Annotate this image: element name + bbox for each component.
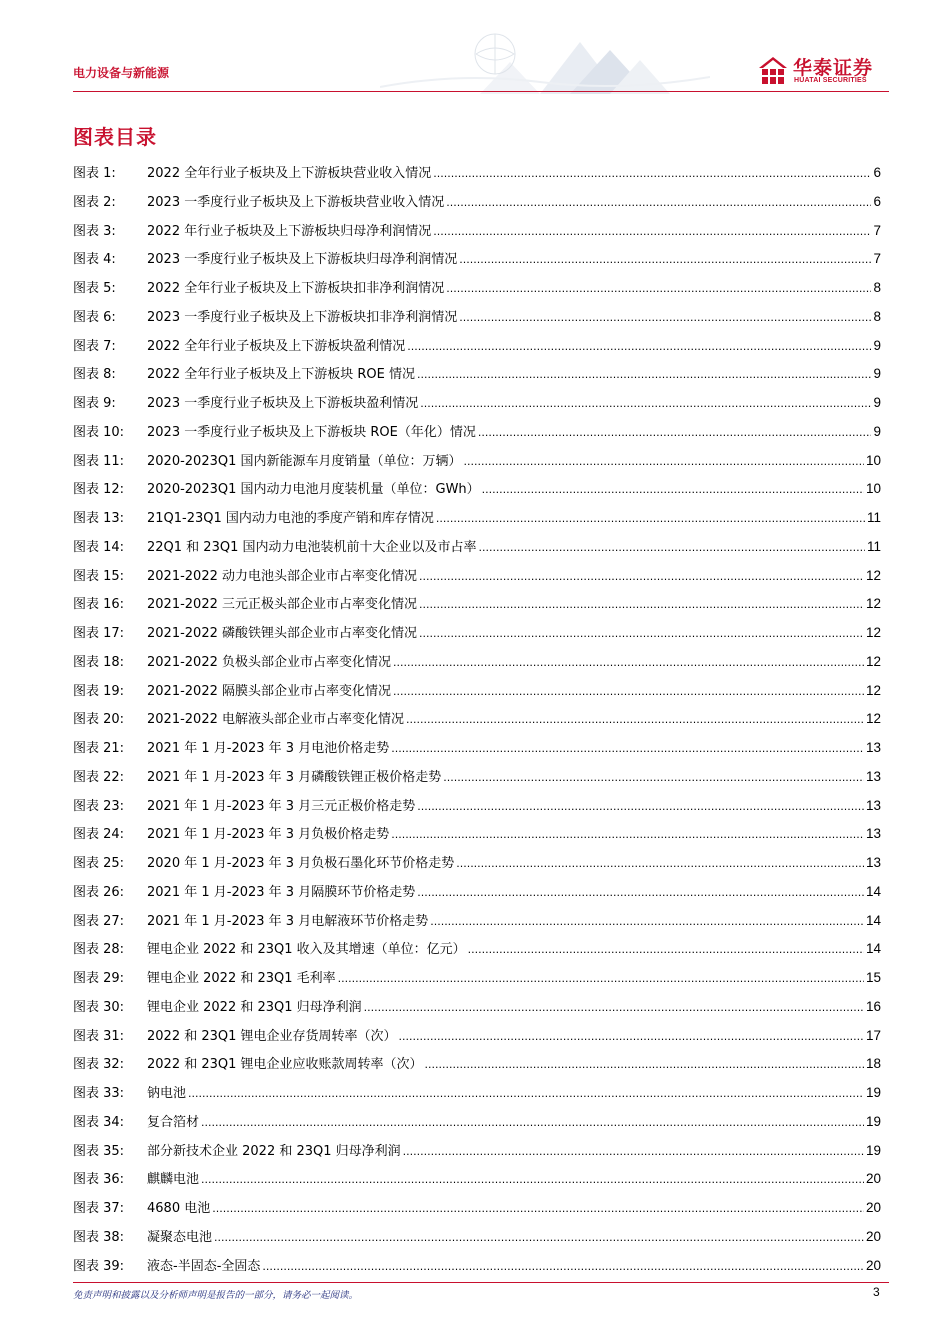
huatai-logo bbox=[758, 56, 888, 90]
toc-entry-label: 图表 25: bbox=[73, 856, 125, 871]
toc-entry-title: 2022 全年行业子板块及上下游板块扣非净利润情况 bbox=[147, 281, 445, 296]
toc-entry[interactable] bbox=[73, 1255, 881, 1284]
toc-entry-title: 锂电企业 2022 和 23Q1 毛利率 bbox=[147, 971, 336, 986]
toc-entry-page: 19 bbox=[865, 1085, 881, 1100]
toc-leader-dots bbox=[459, 311, 871, 324]
toc-entry-label: 图表 27: bbox=[73, 913, 125, 929]
toc-leader-dots bbox=[482, 483, 864, 496]
toc-leader-dots bbox=[338, 972, 864, 985]
toc-leader-dots bbox=[393, 656, 864, 669]
toc-entry-title: 2020-2023Q1 国内动力电池月度装机量（单位：GWh） bbox=[147, 482, 480, 498]
toc-entry[interactable] bbox=[73, 708, 881, 737]
toc-entry-title: 2022 全年行业子板块及上下游板块 ROE 情况 bbox=[147, 367, 415, 383]
toc-entry[interactable] bbox=[73, 881, 881, 910]
toc-entry-page: 20 bbox=[865, 1257, 881, 1273]
toc-entry-title: 液态-半固态-全固态 bbox=[147, 1258, 261, 1274]
toc-entry-page: 13 bbox=[865, 768, 881, 784]
toc-entry-title: 2022 全年行业子板块及上下游板块营业收入情况 bbox=[147, 166, 432, 181]
toc-entry[interactable] bbox=[73, 1082, 881, 1111]
toc-entry[interactable] bbox=[73, 823, 881, 852]
toc-entry-title: 2023 一季度行业子板块及上下游板块归母净利润情况 bbox=[147, 252, 458, 268]
footer-disclaimer: 免责声明和披露以及分析师声明是报告的一部分，请务必一起阅读。 bbox=[73, 1290, 359, 1301]
toc-entry-title: 2023 一季度行业子板块及上下游板块盈利情况 bbox=[147, 396, 419, 411]
toc-entry-title: 凝聚态电池 bbox=[147, 1229, 213, 1245]
toc-entry-title: 2021-2022 电解液头部企业市占率变化情况 bbox=[147, 712, 404, 728]
toc-entry-title: 2021 年 1 月-2023 年 3 月负极价格走势 bbox=[147, 827, 390, 843]
toc-entry[interactable] bbox=[73, 363, 881, 392]
toc-leader-dots bbox=[214, 1231, 864, 1244]
toc-entry-page: 17 bbox=[865, 1027, 881, 1043]
toc-entry-page: 7 bbox=[873, 222, 881, 238]
toc-leader-dots bbox=[407, 340, 871, 353]
toc-leader-dots bbox=[425, 1058, 864, 1071]
toc-entry[interactable] bbox=[73, 191, 881, 220]
toc-entry-label: 图表 30: bbox=[73, 999, 125, 1015]
toc-entry[interactable] bbox=[73, 536, 881, 565]
toc-leader-dots bbox=[459, 253, 871, 266]
toc-entry-label: 图表 32: bbox=[73, 1057, 125, 1073]
toc-entry[interactable] bbox=[73, 680, 881, 709]
toc-entry-title: 2022 和 23Q1 锂电企业应收账款周转率（次） bbox=[147, 1057, 423, 1073]
toc-entry-page: 11 bbox=[866, 510, 881, 525]
toc-entry-page: 19 bbox=[865, 1142, 881, 1158]
toc-entry-label: 图表 10: bbox=[73, 424, 125, 440]
toc-entry-label: 图表 11: bbox=[73, 453, 125, 469]
toc-entry-label: 图表 20: bbox=[73, 712, 125, 728]
toc-entry-title: 2022 全年行业子板块及上下游板块盈利情况 bbox=[147, 338, 406, 354]
toc-entry[interactable] bbox=[73, 651, 881, 680]
toc-entry-label: 图表 23: bbox=[73, 798, 125, 814]
toc-entry-label: 图表 15: bbox=[73, 568, 125, 584]
toc-entry-label: 图表 31: bbox=[73, 1028, 125, 1044]
toc-entry-title: 锂电企业 2022 和 23Q1 收入及其增速（单位：亿元） bbox=[147, 942, 466, 958]
toc-entry-label: 图表 34: bbox=[73, 1114, 125, 1130]
toc-entry-title: 2023 一季度行业子板块及上下游板块 ROE（年化）情况 bbox=[147, 424, 476, 440]
toc-entry-title: 2021-2022 隔膜头部企业市占率变化情况 bbox=[147, 683, 391, 699]
toc-entry-page: 13 bbox=[865, 826, 881, 842]
toc-entry-title: 2022 和 23Q1 锂电企业存货周转率（次） bbox=[147, 1028, 397, 1044]
toc-entry-page: 13 bbox=[865, 740, 881, 755]
toc-entry[interactable] bbox=[73, 220, 881, 249]
toc-entry-label: 图表 17: bbox=[73, 626, 125, 641]
toc-leader-dots bbox=[403, 1145, 864, 1158]
toc-entry-page: 20 bbox=[865, 1171, 881, 1187]
toc-leader-dots bbox=[433, 167, 871, 180]
toc-entry-label: 图表 21: bbox=[73, 741, 125, 756]
toc-entry-title: 21Q1-23Q1 国内动力电池的季度产销和库存情况 bbox=[147, 511, 434, 526]
toc-entry-label: 图表 14: bbox=[73, 539, 125, 555]
toc-entry-page: 6 bbox=[873, 165, 881, 180]
toc-leader-dots bbox=[262, 1260, 864, 1273]
toc-leader-dots bbox=[406, 713, 864, 726]
toc-leader-dots bbox=[464, 455, 864, 468]
toc-entry-page: 8 bbox=[873, 280, 881, 295]
toc-entry-label: 图表 22: bbox=[73, 769, 125, 785]
toc-leader-dots bbox=[212, 1202, 864, 1215]
toc-entry[interactable] bbox=[73, 248, 881, 277]
toc-entry-page: 10 bbox=[865, 452, 881, 468]
toc-entry[interactable] bbox=[73, 795, 881, 824]
toc-entry-page: 14 bbox=[865, 941, 881, 957]
toc-entry-page: 14 bbox=[865, 912, 881, 928]
toc-entry-title: 2020 年 1 月-2023 年 3 月负极石墨化环节价格走势 bbox=[147, 856, 455, 871]
toc-entry-label: 图表 24: bbox=[73, 827, 125, 843]
toc-entry[interactable] bbox=[73, 1168, 881, 1197]
toc-entry-page: 11 bbox=[866, 538, 881, 554]
toc-entry-title: 2021 年 1 月-2023 年 3 月三元正极价格走势 bbox=[147, 798, 416, 814]
toc-entry-page: 12 bbox=[865, 653, 881, 669]
toc-leader-dots bbox=[443, 771, 864, 784]
header-section-title: 电力设备与新能源 bbox=[73, 66, 170, 80]
toc-leader-dots bbox=[417, 368, 872, 381]
toc-entry[interactable] bbox=[73, 335, 881, 364]
toc-entry-page: 9 bbox=[873, 423, 881, 439]
toc-entry-label: 图表 28: bbox=[73, 942, 125, 958]
toc-entry[interactable] bbox=[73, 306, 881, 335]
toc-leader-dots bbox=[433, 225, 871, 238]
toc-entry-label: 图表 37: bbox=[73, 1201, 125, 1216]
toc-leader-dots bbox=[391, 742, 864, 755]
toc-entry[interactable] bbox=[73, 162, 881, 191]
toc-leader-dots bbox=[478, 426, 872, 439]
toc-entry-title: 麒麟电池 bbox=[147, 1172, 200, 1188]
toc-entry[interactable] bbox=[73, 910, 881, 939]
toc-leader-dots bbox=[436, 512, 865, 525]
toc-entry-label: 图表 3: bbox=[73, 223, 116, 239]
toc-entry-page: 9 bbox=[873, 366, 881, 382]
header-divider bbox=[73, 91, 889, 92]
toc-leader-dots bbox=[391, 828, 864, 841]
toc-entry-label: 图表 29: bbox=[73, 971, 125, 986]
footer-divider bbox=[73, 1282, 889, 1283]
toc-entry[interactable] bbox=[73, 565, 881, 594]
toc-leader-dots bbox=[417, 800, 864, 813]
toc-entry-page: 12 bbox=[865, 682, 881, 698]
toc-entry-page: 9 bbox=[873, 395, 881, 410]
toc-leader-dots bbox=[399, 1030, 864, 1043]
toc-entry-title: 部分新技术企业 2022 和 23Q1 归母净利润 bbox=[147, 1143, 401, 1159]
toc-entry-title: 2023 一季度行业子板块及上下游板块营业收入情况 bbox=[147, 194, 445, 210]
toc-entry-label: 图表 35: bbox=[73, 1143, 125, 1159]
toc-entry-title: 22Q1 和 23Q1 国内动力电池装机前十大企业以及市占率 bbox=[147, 539, 477, 555]
toc-entry[interactable] bbox=[73, 938, 881, 967]
toc-leader-dots bbox=[393, 685, 864, 698]
toc-entry[interactable] bbox=[73, 766, 881, 795]
toc-entry-label: 图表 36: bbox=[73, 1172, 125, 1188]
toc-entry-title: 2021-2022 负极头部企业市占率变化情况 bbox=[147, 654, 391, 670]
toc-entry-title: 2021 年 1 月-2023 年 3 月隔膜环节价格走势 bbox=[147, 884, 416, 900]
toc-leader-dots bbox=[188, 1087, 864, 1100]
toc-leader-dots bbox=[446, 282, 871, 295]
toc-entry-label: 图表 13: bbox=[73, 511, 125, 526]
toc-leader-dots bbox=[417, 886, 864, 899]
toc-leader-dots bbox=[364, 1001, 864, 1014]
toc-entry-page: 20 bbox=[865, 1200, 881, 1215]
toc-entry[interactable] bbox=[73, 1111, 881, 1140]
toc-leader-dots bbox=[420, 397, 871, 410]
huatai-logo-icon bbox=[758, 56, 788, 86]
toc-entry[interactable] bbox=[73, 852, 881, 881]
toc-entry-title: 2021 年 1 月-2023 年 3 月电池价格走势 bbox=[147, 741, 390, 756]
toc-entry[interactable] bbox=[73, 996, 881, 1025]
toc-entry[interactable] bbox=[73, 1197, 881, 1226]
logo-chinese-name: 华泰证券 bbox=[793, 57, 874, 79]
toc-entry-page: 6 bbox=[873, 193, 881, 209]
toc-entry-title: 复合箔材 bbox=[147, 1114, 200, 1130]
toc-leader-dots bbox=[201, 1173, 864, 1186]
toc-entry[interactable] bbox=[73, 1140, 881, 1169]
toc-entry-page: 15 bbox=[865, 970, 881, 985]
toc-entry[interactable] bbox=[73, 1226, 881, 1255]
toc-entry-label: 图表 2: bbox=[73, 194, 116, 210]
toc-entry-page: 7 bbox=[873, 251, 881, 267]
page-number: 3 bbox=[873, 1285, 880, 1299]
toc-entry-title: 2021 年 1 月-2023 年 3 月磷酸铁锂正极价格走势 bbox=[147, 769, 442, 785]
toc-entry-label: 图表 18: bbox=[73, 654, 125, 670]
toc-entry[interactable] bbox=[73, 450, 881, 479]
toc-entry-title: 2021-2022 磷酸铁锂头部企业市占率变化情况 bbox=[147, 626, 417, 641]
toc-entry-title: 2021-2022 动力电池头部企业市占率变化情况 bbox=[147, 568, 417, 584]
page-title: 图表目录 bbox=[73, 125, 157, 149]
table-of-figures bbox=[73, 162, 881, 1283]
toc-entry-label: 图表 16: bbox=[73, 597, 125, 613]
toc-entry-page: 8 bbox=[873, 308, 881, 324]
toc-entry-label: 图表 5: bbox=[73, 281, 116, 296]
toc-entry-label: 图表 33: bbox=[73, 1086, 125, 1101]
toc-entry-title: 2022 年行业子板块及上下游板块归母净利润情况 bbox=[147, 223, 432, 239]
toc-entry-title: 2023 一季度行业子板块及上下游板块扣非净利润情况 bbox=[147, 309, 458, 325]
toc-entry-label: 图表 1: bbox=[73, 166, 116, 181]
toc-entry[interactable] bbox=[73, 1053, 881, 1082]
toc-entry-page: 12 bbox=[865, 711, 881, 727]
toc-entry-page: 19 bbox=[865, 1113, 881, 1129]
toc-leader-dots bbox=[419, 598, 864, 611]
toc-leader-dots bbox=[446, 196, 871, 209]
toc-entry[interactable] bbox=[73, 392, 881, 421]
toc-leader-dots bbox=[456, 857, 864, 870]
toc-leader-dots bbox=[419, 570, 864, 583]
toc-entry-page: 12 bbox=[865, 567, 881, 583]
toc-entry[interactable] bbox=[73, 421, 881, 450]
toc-entry-title: 2020-2023Q1 国内新能源车月度销量（单位：万辆） bbox=[147, 453, 462, 469]
toc-entry-title: 2021-2022 三元正极头部企业市占率变化情况 bbox=[147, 597, 417, 613]
toc-entry-label: 图表 8: bbox=[73, 367, 116, 383]
toc-entry[interactable] bbox=[73, 507, 881, 536]
toc-leader-dots bbox=[430, 915, 864, 928]
toc-entry-title: 锂电企业 2022 和 23Q1 归母净利润 bbox=[147, 999, 362, 1015]
toc-entry[interactable] bbox=[73, 967, 881, 996]
toc-leader-dots bbox=[479, 541, 865, 554]
toc-entry-page: 16 bbox=[865, 998, 881, 1014]
toc-entry[interactable] bbox=[73, 478, 881, 507]
toc-entry-label: 图表 19: bbox=[73, 683, 125, 699]
toc-entry-page: 14 bbox=[865, 883, 881, 899]
toc-entry-page: 12 bbox=[865, 625, 881, 640]
toc-entry[interactable] bbox=[73, 593, 881, 622]
toc-entry-title: 钠电池 bbox=[147, 1086, 187, 1101]
toc-entry-page: 13 bbox=[865, 855, 881, 870]
logo-english-name: HUATAI SECURITIES bbox=[794, 77, 867, 84]
toc-entry-label: 图表 4: bbox=[73, 252, 116, 268]
toc-entry-title: 2021 年 1 月-2023 年 3 月电解液环节价格走势 bbox=[147, 913, 429, 929]
toc-entry-page: 12 bbox=[865, 596, 881, 612]
toc-leader-dots bbox=[468, 943, 864, 956]
toc-entry-label: 图表 12: bbox=[73, 482, 125, 498]
toc-entry-page: 13 bbox=[865, 797, 881, 813]
toc-leader-dots bbox=[419, 627, 864, 640]
toc-entry-label: 图表 9: bbox=[73, 396, 116, 411]
toc-entry[interactable] bbox=[73, 1025, 881, 1054]
toc-entry[interactable] bbox=[73, 277, 881, 306]
toc-entry-label: 图表 38: bbox=[73, 1229, 125, 1245]
toc-entry-page: 9 bbox=[873, 337, 881, 353]
toc-entry-page: 20 bbox=[865, 1228, 881, 1244]
toc-entry-label: 图表 26: bbox=[73, 884, 125, 900]
toc-entry-label: 图表 6: bbox=[73, 309, 116, 325]
toc-entry-label: 图表 7: bbox=[73, 338, 116, 354]
toc-entry-label: 图表 39: bbox=[73, 1258, 125, 1274]
toc-leader-dots bbox=[201, 1116, 864, 1129]
toc-entry-page: 10 bbox=[865, 481, 881, 497]
header-decoration-graphic bbox=[380, 32, 710, 94]
toc-entry[interactable] bbox=[73, 622, 881, 651]
toc-entry-title: 4680 电池 bbox=[147, 1201, 211, 1216]
toc-entry[interactable] bbox=[73, 737, 881, 766]
toc-entry-page: 18 bbox=[865, 1056, 881, 1072]
